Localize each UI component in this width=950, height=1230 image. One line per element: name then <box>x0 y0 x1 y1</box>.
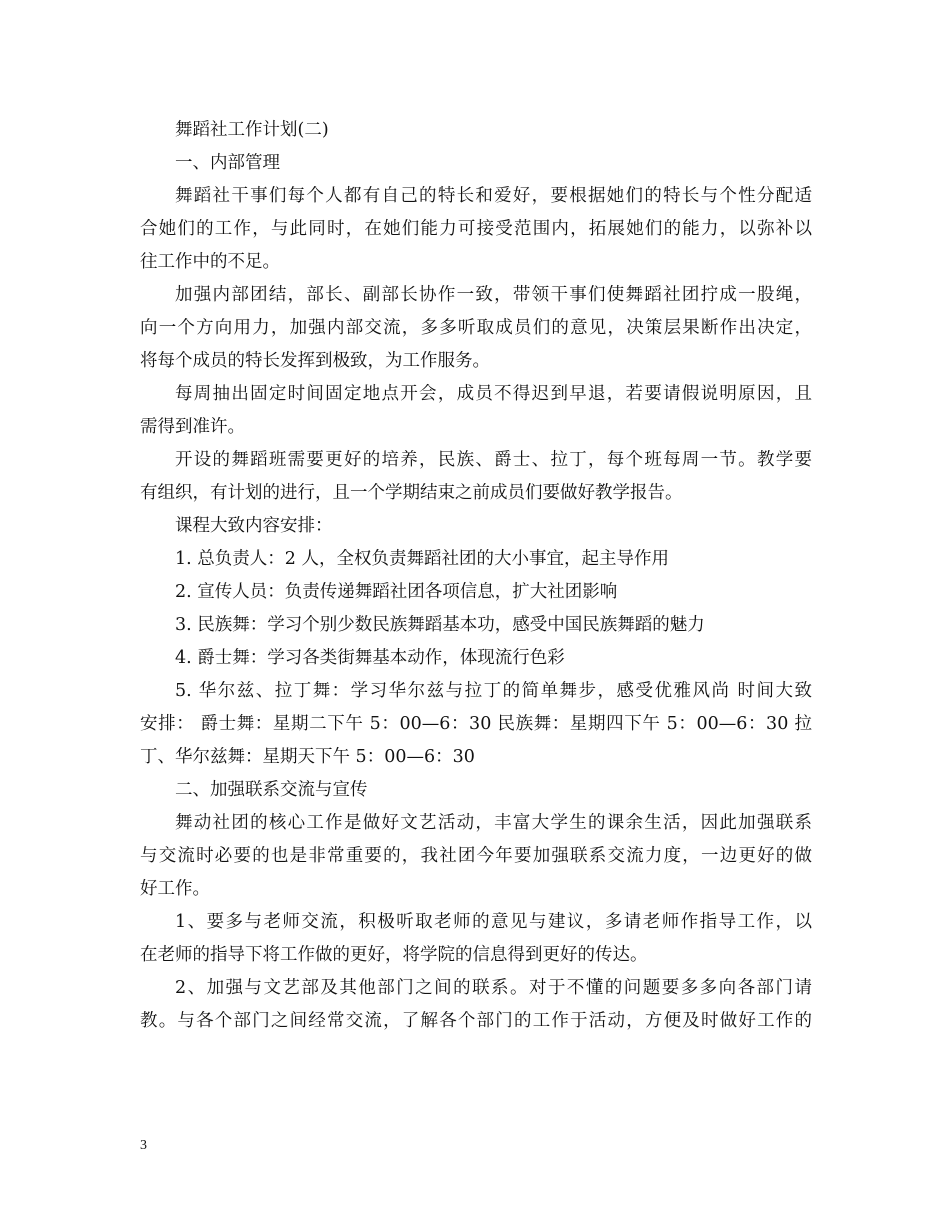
text-line: 合她们的工作，与此同时，在她们能力可接受范围内，拓展她们的能力，以弥补以 <box>140 219 812 239</box>
text-line: 丁、华尔兹舞：星期天下午 5：00—6：30 <box>140 747 475 767</box>
text-line: 每周抽出固定时间固定地点开会，成员不得迟到早退，若要请假说明原因，且 <box>175 384 812 404</box>
text-line: 加强内部团结，部长、副部长协作一致，带领干事们使舞蹈社团拧成一股绳， <box>175 285 812 305</box>
text-line: 舞蹈社干事们每个人都有自己的特长和爱好，要根据她们的特长与个性分配适 <box>175 186 812 206</box>
text-line: 课程大致内容安排： <box>175 516 333 536</box>
text-line: 1、要多与老师交流，积极听取老师的意见与建议，多请老师作指导工作，以 <box>175 912 812 932</box>
text-line: 1. 总负责人：2 人，全权负责舞蹈社团的大小事宜，起主导作用 <box>175 549 669 569</box>
text-line: 教。与各个部门之间经常交流，了解各个部门的工作于活动，方便及时做好工作的 <box>140 1011 812 1031</box>
text-line: 将每个成员的特长发挥到极致，为工作服务。 <box>140 351 490 371</box>
text-line: 舞蹈社工作计划(二) <box>175 120 329 140</box>
text-line: 向一个方向用力，加强内部交流，多多听取成员们的意见，决策层果断作出决定， <box>140 318 812 338</box>
text-line: 开设的舞蹈班需要更好的培养，民族、爵士、拉丁，每个班每周一节。教学要 <box>175 450 812 470</box>
text-line: 舞动社团的核心工作是做好文艺活动，丰富大学生的课余生活，因此加强联系 <box>175 813 812 833</box>
text-line: 与交流时必要的也是非常重要的，我社团今年要加强联系交流力度，一边更好的做 <box>140 846 812 866</box>
text-line: 2、加强与文艺部及其他部门之间的联系。对于不懂的问题要多多向各部门请 <box>175 978 812 998</box>
document-body <box>140 114 812 1038</box>
page-number: 3 <box>140 1138 147 1153</box>
text-line: 一、内部管理 <box>175 153 280 173</box>
text-line: 4. 爵士舞：学习各类街舞基本动作，体现流行色彩 <box>175 648 565 668</box>
text-line: 5. 华尔兹、拉丁舞：学习华尔兹与拉丁的简单舞步，感受优雅风尚 时间大致 <box>175 681 812 701</box>
text-line: 好工作。 <box>140 879 210 899</box>
text-line: 2. 宣传人员：负责传递舞蹈社团各项信息，扩大社团影响 <box>175 582 618 602</box>
text-line: 往工作中的不足。 <box>140 252 280 272</box>
text-line: 需得到准许。 <box>140 417 245 437</box>
text-line: 有组织，有计划的进行，且一个学期结束之前成员们要做好教学报告。 <box>140 483 683 503</box>
text-line: 二、加强联系交流与宣传 <box>175 780 368 800</box>
text-line: 在老师的指导下将工作做的更好，将学院的信息得到更好的传达。 <box>140 945 648 965</box>
text-line: 3. 民族舞：学习个别少数民族舞蹈基本功，感受中国民族舞蹈的魅力 <box>175 615 705 635</box>
text-line: 安排： 爵士舞：星期二下午 5：00—6：30 民族舞：星期四下午 5：00—6：30 拉 <box>140 714 812 734</box>
